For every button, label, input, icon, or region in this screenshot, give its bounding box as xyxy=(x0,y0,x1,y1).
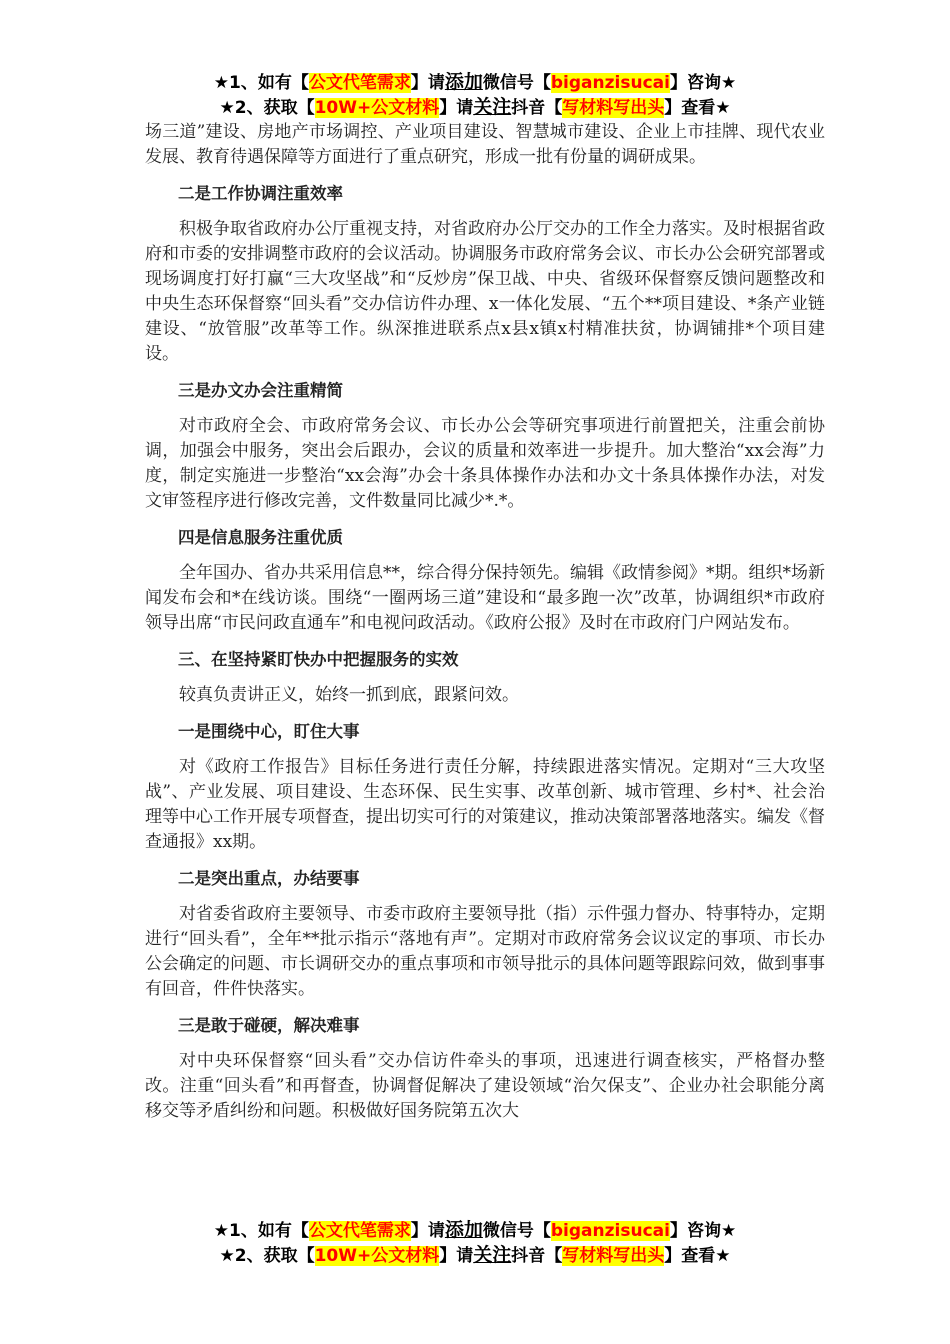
paragraph: 对省委省政府主要领导、市委市政府主要领导批（指）示件强力督办、特事特办，定期进行“回头看”，全年**批示指示“落地有声”。定期对市政府常务会议议定的事项、市长办公会确定的问题、市长调研交办的重点事项和市领导批示的具体问题等跟踪问效，做到事事有回音，件件快落实。 xyxy=(145,904,825,999)
banner-line-2: ★2、获取【10W+公文材料】请关注抖音【写材料写出头】查看★ xyxy=(219,96,731,118)
paragraph: 对《政府工作报告》目标任务进行责任分解，持续跟进落实情况。定期对“三大攻坚战”、产业发展、项目建设、生态环保、民生实事、改革创新、城市管理、乡村*、社会治理等中心工作开展专项督查，提出切实可行的对策建议，推动决策部署落地落实。编发《督查通报》xx期。 xyxy=(145,757,825,852)
section-heading: 三是敢于碰硬，解决难事 xyxy=(178,1016,360,1035)
footer-banner xyxy=(0,1218,950,1268)
highlight-douyin-account: 写材料写出头 xyxy=(562,1246,665,1266)
paragraph: 全年国办、省办共采用信息**，综合得分保持领先。编辑《政情参阅》*期。组织*场新闻发布会和*在线访谈。围绕“一圈两场三道”建设和“最多跑一次”改革，协调组织*市政府领导出席“市民问政直通车”和电视问政活动。《政府公报》及时在市政府门户网站发布。 xyxy=(145,563,825,633)
paragraph: 积极争取省政府办公厅重视支持，对省政府办公厅交办的工作全力落实。及时根据省政府和市委的安排调整市政府的会议活动。协调服务市政府常务会议、市长办公会研究部署或现场调度打好打赢“三大攻坚战”和“反炒房”保卫战、中央、省级环保督察反馈问题整改和中央生态环保督察“回头看”交办信访件办理、x一体化发展、“五个**项目建设、*条产业链建设、“放管服”改革等工作。纵深推进联系点x县x镇x村精准扶贫，协调铺排*个项目建设。 xyxy=(145,219,825,364)
section-heading: 一是围绕中心，盯住大事 xyxy=(178,722,360,741)
highlight-wechat-id: biganzisucai xyxy=(550,73,670,93)
section-heading: 三是办文办会注重精简 xyxy=(178,381,343,400)
section-heading: 四是信息服务注重优质 xyxy=(178,528,343,547)
banner-line-1: ★1、如有【公文代笔需求】请添加微信号【biganzisucai】咨询★ xyxy=(213,71,737,93)
document-body xyxy=(145,120,825,1135)
paragraph: 较真负责讲正义，始终一抓到底，跟紧问效。 xyxy=(179,685,519,705)
highlight-wechat-id: biganzisucai xyxy=(550,1221,670,1241)
chapter-heading: 三、在坚持紧盯快办中把握服务的实效 xyxy=(178,650,459,669)
highlight-materials: 10W+公文材料 xyxy=(314,98,440,118)
section-heading: 二是突出重点，办结要事 xyxy=(178,869,360,888)
highlight-douyin-account: 写材料写出头 xyxy=(562,98,665,118)
paragraph-continued: 场三道”建设、房地产市场调控、产业项目建设、智慧城市建设、企业上市挂牌、现代农业发展、教育待遇保障等方面进行了重点研究，形成一批有份量的调研成果。 xyxy=(145,122,825,167)
paragraph: 对市政府全会、市政府常务会议、市长办公会等研究事项进行前置把关，注重会前协调，加强会中服务，突出会后跟办，会议的质量和效率进一步提升。加大整治“xx会海”力度，制定实施进一步整治“xx会海”办会十条具体操作办法和办文十条具体操作办法，对发文审签程序进行修改完善，文件数量同比减少*.*。 xyxy=(145,416,825,511)
header-banner xyxy=(0,70,950,120)
highlight-service: 公文代笔需求 xyxy=(308,1221,411,1241)
banner-line-1: ★1、如有【公文代笔需求】请添加微信号【biganzisucai】咨询★ xyxy=(213,1219,737,1241)
section-heading: 二是工作协调注重效率 xyxy=(178,184,343,203)
banner-line-2: ★2、获取【10W+公文材料】请关注抖音【写材料写出头】查看★ xyxy=(219,1244,731,1266)
highlight-service: 公文代笔需求 xyxy=(308,73,411,93)
paragraph: 对中央环保督察“回头看”交办信访件牵头的事项，迅速进行调查核实，严格督办整改。注重“回头看”和再督查，协调督促解决了建设领域“治欠保支”、企业办社会职能分离移交等矛盾纠纷和问题。积极做好国务院第五次大 xyxy=(145,1051,825,1121)
highlight-materials: 10W+公文材料 xyxy=(314,1246,440,1266)
